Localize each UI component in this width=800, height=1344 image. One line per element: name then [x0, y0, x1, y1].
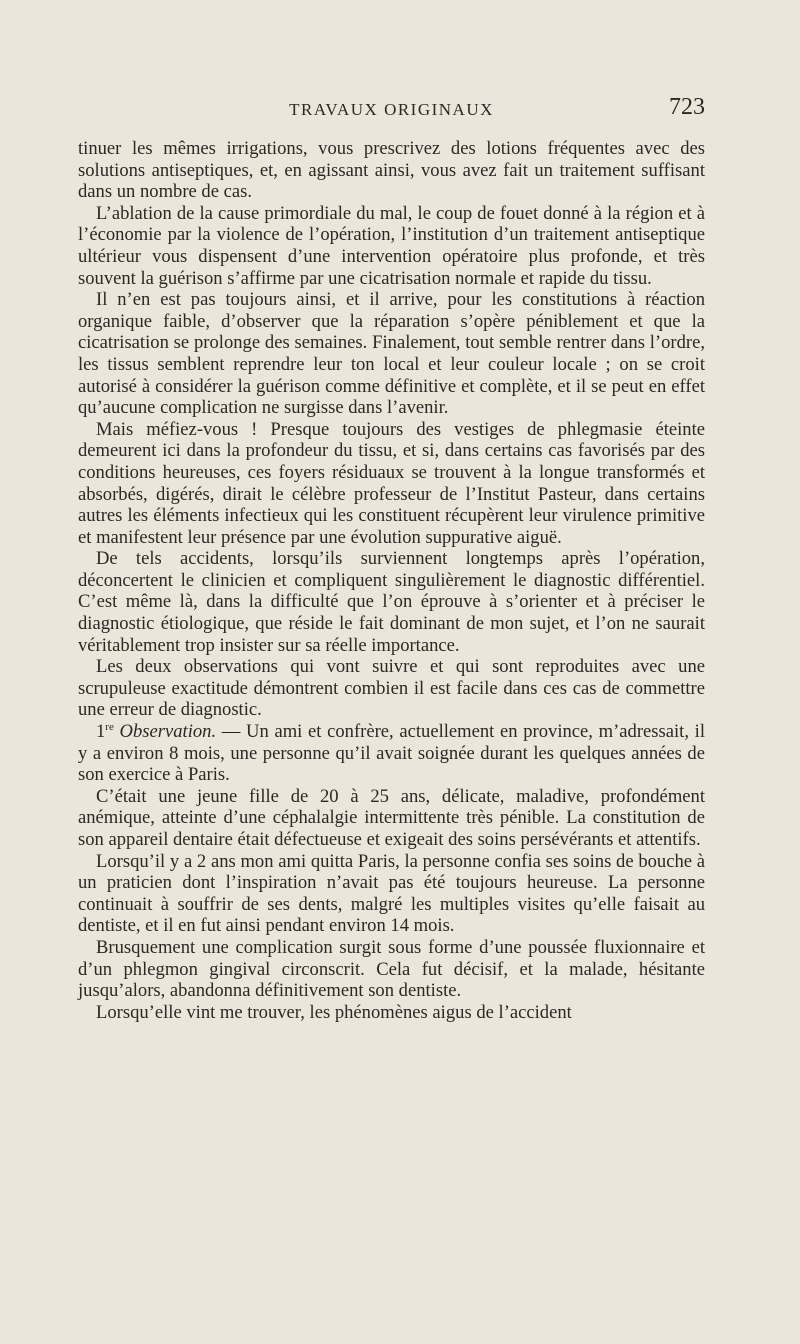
observation-paragraph [78, 721, 705, 786]
observation-text: — Un ami et confrère, actuellement en province, m’adressait, il y a environ 8 mois, une personne qu’il avait soignée durant les quelques années de son exercice à Paris. [78, 721, 705, 786]
paragraph: L’ablation de la cause primordiale du mal, le coup de fouet donné à la région et à l’économie par la violence de l’opération, l’institution d’un traitement antiseptique ultérieur vous dispensent d’une intervention opératoire plus profonde, et très souvent la guérison s’affirme par une cicatrisation normale et rapide du tissu. [78, 202, 705, 289]
body-text [78, 138, 705, 1023]
paragraph: Mais méfiez-vous ! Presque toujours des vestiges de phlegmasie éteinte demeurent ici dans la profondeur du tissu, et si, dans certains cas favorisés par des conditions heureuses, ces foyers résiduaux se trouvent à la longue transformés et absorbés, digérés, dirait le célèbre professeur de l’Institut Pasteur, dans certains autres les éléments infectieux qui les constituent récupèrent leur virulence primitive et manifestent leur présence par une évolution suppurative aiguë. [78, 418, 705, 548]
observation-label: Observation. [119, 721, 217, 743]
observation-number: 1 [96, 721, 106, 743]
paragraph: Il n’en est pas toujours ainsi, et il arrive, pour les constitutions à réaction organique faible, d’observer que la réparation s’opère péniblement et que la cicatrisation se prolonge des semaines. Finalement, tout semble rentrer dans l’ordre, les tissus semblent reprendre leur ton local et leur couleur locale ; on se croit autorisé à considérer la guérison comme définitive et complète, et il se peut en effet qu’aucune complication ne surgisse dans l’avenir. [78, 289, 705, 419]
paragraph-truncated: Lorsqu’elle vint me trouver, les phénomènes aigus de l’accident [96, 1001, 572, 1023]
paragraph: Brusquement une complication surgit sous forme d’une poussée fluxionnaire et d’un phlegmon gingival circonscrit. Cela fut décisif, et la malade, hésitante jusqu’alors, abandonna définitivement son dentiste. [78, 936, 705, 1002]
running-header [78, 94, 705, 130]
paragraph: De tels accidents, lorsqu’ils surviennent longtemps après l’opération, déconcertent le clinicien et compliquent singulièrement le diagnostic différentiel. C’est même là, dans la difficulté que l’on éprouve à s’orienter et à préciser le diagnostic étiologique, que réside le fait dominant de mon sujet, et l’on ne saurait véritablement trop insister sur sa réelle importance. [78, 548, 705, 656]
observation-superscript: re [105, 720, 114, 733]
running-title: TRAVAUX ORIGINAUX [289, 100, 494, 119]
paragraph: Les deux observations qui vont suivre et qui sont reproduites avec une scrupuleuse exactitude démontrent combien il est facile dans ces cas de commettre une erreur de diagnostic. [78, 656, 705, 721]
paragraph-continued: tinuer les mêmes irrigations, vous prescrivez des lotions fréquentes avec des solutions antiseptiques, et, en agissant ainsi, vous avez fait un traitement suffisant dans un nombre de cas. [78, 138, 705, 203]
paragraph: Lorsqu’il y a 2 ans mon ami quitta Paris, la personne confia ses soins de bouche à un praticien dont l’inspiration n’avait pas été toujours heureuse. La personne continuait à souffrir de ses dents, malgré les multiples visites qu’elle faisait au dentiste, et il en fut ainsi pendant environ 14 mois. [78, 850, 705, 937]
paragraph: C’était une jeune fille de 20 à 25 ans, délicate, maladive, profondément anémique, atteinte d’une céphalalgie intermittente très pénible. La constitution de son appareil dentaire était défectueuse et exigeait des soins persévérants et attentifs. [78, 785, 705, 850]
page-number: 723 [669, 94, 705, 120]
